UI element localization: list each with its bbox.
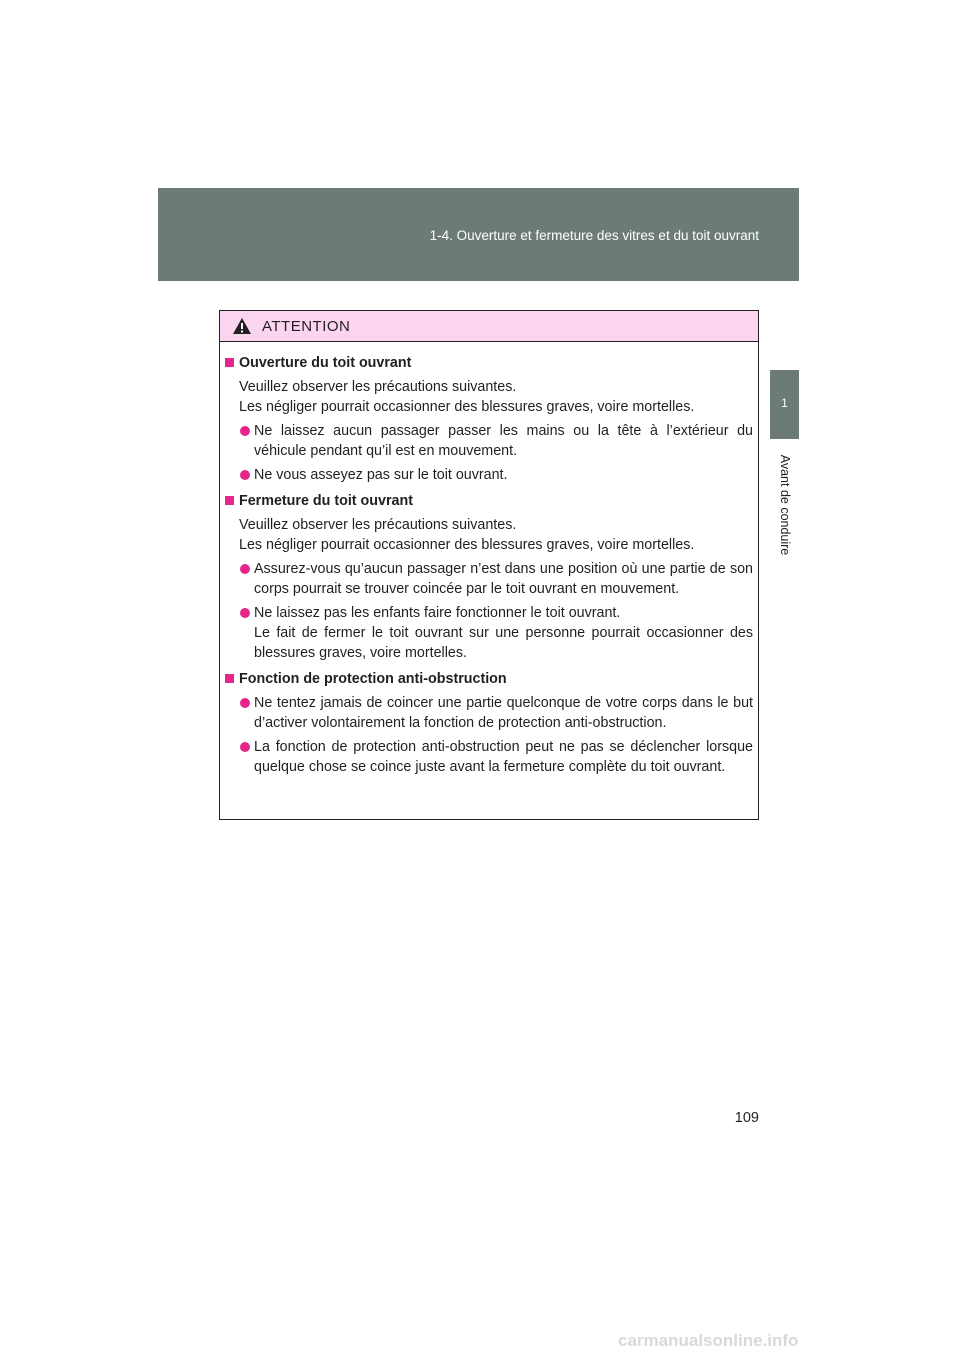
- bullet-item: Ne tentez jamais de coincer une partie quelconque de votre corps dans le but d’activer volontairement la fonction de protection anti-obstruction.: [225, 693, 753, 733]
- intro-line: Veuillez observer les précautions suivantes.: [239, 517, 517, 533]
- bullet-item: La fonction de protection anti-obstruction peut ne pas se déclencher lorsque quelque chose se coince juste avant la fermeture complète du toit ouvrant.: [225, 737, 753, 777]
- section-intro: [225, 377, 753, 417]
- dot-bullet-icon: [240, 698, 250, 708]
- section-closing: [225, 491, 753, 663]
- bullet-item: [225, 603, 753, 663]
- warning-title: ATTENTION: [262, 318, 351, 335]
- bullet-line: Le fait de fermer le toit ouvrant sur une personne pourrait occasionner des blessures graves, voire mortelles.: [254, 625, 753, 661]
- chapter-side-tab: [770, 370, 799, 439]
- square-bullet-icon: [225, 496, 234, 505]
- chapter-number: 1: [781, 396, 788, 410]
- chapter-header-title: 1-4. Ouverture et fermeture des vitres et du toit ouvrant: [429, 228, 759, 243]
- intro-line: Les négliger pourrait occasionner des blessures graves, voire mortelles.: [239, 537, 695, 553]
- chapter-header-band: [158, 188, 799, 281]
- bullet-item: Ne vous asseyez pas sur le toit ouvrant.: [225, 465, 753, 485]
- section-title: Fermeture du toit ouvrant: [225, 491, 753, 511]
- bullet-item: Ne laissez aucun passager passer les mains ou la tête à l’extérieur du véhicule pendant qu’il est en mouvement.: [225, 421, 753, 461]
- dot-bullet-icon: [240, 426, 250, 436]
- warning-box: [219, 310, 759, 820]
- dot-bullet-icon: [240, 564, 250, 574]
- watermark-logo: [618, 1330, 958, 1350]
- section-anti-obstruction: [225, 669, 753, 777]
- square-bullet-icon: [225, 674, 234, 683]
- dot-bullet-icon: [240, 742, 250, 752]
- warning-body: [220, 342, 758, 777]
- dot-bullet-icon: [240, 608, 250, 618]
- intro-line: Les négliger pourrait occasionner des blessures graves, voire mortelles.: [239, 399, 695, 415]
- chapter-side-label: Avant de conduire: [778, 454, 792, 556]
- section-title: Fonction de protection anti-obstruction: [225, 669, 753, 689]
- bullet-line: Ne laissez pas les enfants faire fonctionner le toit ouvrant.: [254, 605, 621, 621]
- bullet-item: Assurez-vous qu’aucun passager n’est dans une position où une partie de son corps pourrait se trouver coincée par le toit ouvrant en mouvement.: [225, 559, 753, 599]
- section-title: Ouverture du toit ouvrant: [225, 353, 753, 373]
- intro-line: Veuillez observer les précautions suivantes.: [239, 379, 517, 395]
- page-number: 109: [734, 1110, 759, 1126]
- dot-bullet-icon: [240, 470, 250, 480]
- square-bullet-icon: [225, 358, 234, 367]
- section-opening: [225, 353, 753, 485]
- warning-triangle-icon: [232, 317, 252, 340]
- svg-text:carmanualsonline.info: carmanualsonline.info: [618, 1331, 799, 1350]
- section-intro: [225, 515, 753, 555]
- warning-header: [220, 311, 758, 342]
